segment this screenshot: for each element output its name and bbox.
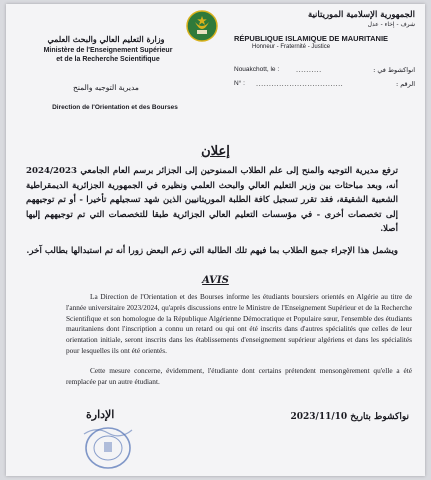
notice-paragraph2-fr: Cette mesure concerne, évidemment, l'étudiante dont certains prétendent mensongèrement qu'elle a été remplacée par un autre étudiant. [66, 366, 412, 386]
notice-title-ar: إعلان [201, 144, 230, 159]
reference-number-label-ar: الرقم : [395, 80, 415, 88]
motto-fr: Honneur - Fraternité - Justice [252, 44, 331, 50]
motto-ar: شرف - إخاء - عدل [367, 21, 415, 28]
notice-title-fr: AVIS [202, 275, 229, 286]
republic-name-ar: الجمهورية الإسلامية الموريتانية [307, 10, 415, 20]
ministry-fr-line2: et de la Recherche Scientifique [56, 55, 160, 63]
place-date-label-ar: انواكشوط في : [373, 66, 415, 74]
place-date-label-fr: Nouakchott, le : [234, 66, 280, 73]
reference-number-dots: .................................. [256, 80, 344, 88]
ministry-name-fr [28, 47, 188, 64]
place-date-dots: .......... [296, 66, 322, 74]
notice-paragraph2-ar: ويشمل هذا الإجراء جميع الطلاب بما فيهم تلك الطالبة التي زعم البعض زورا أنه تم استبدالها بطالب آخر. [26, 246, 398, 256]
notice-paragraph1-ar: ترفع مديرية التوجيه والمنح إلى علم الطلاب الممنوحين إلى الجزائر برسم العام الجامعي 2024/2023 أنه، وبعد مباحثات بين وزير التعليم العالي والبحث العلمي ونظيره في الجمهورية الجزائرية الديمقراطية الشعبية الشقيقة، فقد تقرر تسجيل كافة الطلبة الموريتانيين الذين شهد تسجيلهم تأخيرا - أو تم توجيههم إلى تخصصات أخرى - في مؤسسات التعليم العالي الجزائرية طبقا للتخصصات التي تم توجيههم إليها أصلا. [26, 166, 398, 234]
signature-administration-ar: الإدارة [86, 408, 115, 421]
signing-date-ar: نواكشوط بتاريخ 2023/11/10 [290, 412, 409, 422]
ministry-name-ar: وزارة التعليم العالي والبحث العلمي [47, 34, 165, 44]
republic-name-fr: RÉPUBLIQUE ISLAMIQUE DE MAURITANIE [234, 34, 389, 43]
directorate-name-ar: مديرية التوجيه والمنح [73, 83, 139, 92]
directorate-name-fr: Direction de l'Orientation et des Bourses [52, 104, 178, 111]
document-page [6, 4, 425, 476]
reference-number-label-fr: N° : [234, 80, 245, 87]
mauritania-emblem-icon [186, 10, 218, 42]
notice-paragraph1-fr: La Direction de l'Orientation et des Bourses informe les étudiants boursiers orientés en Algérie au titre de l'année universitaire 2023/2024, qu'après discussions entre le Ministre de l'Enseignement Supérieur et de la Recherche Scientifique et son homologue de la République Algérienne Démocratique et Populaire sœur, l'ensemble des étudiants mauritaniens dont l'inscription a connu un retard ou qui ont été inscrits dans d'autres spécialités que celles de leur orientation initiale, seront inscrits dans les établissements d'enseignement supérieur algériens et dans les spécialités pour lesquelles ils ont été orientés. [66, 292, 412, 355]
ministry-fr-line1: Ministère de l'Enseignement Supérieur [43, 47, 173, 54]
